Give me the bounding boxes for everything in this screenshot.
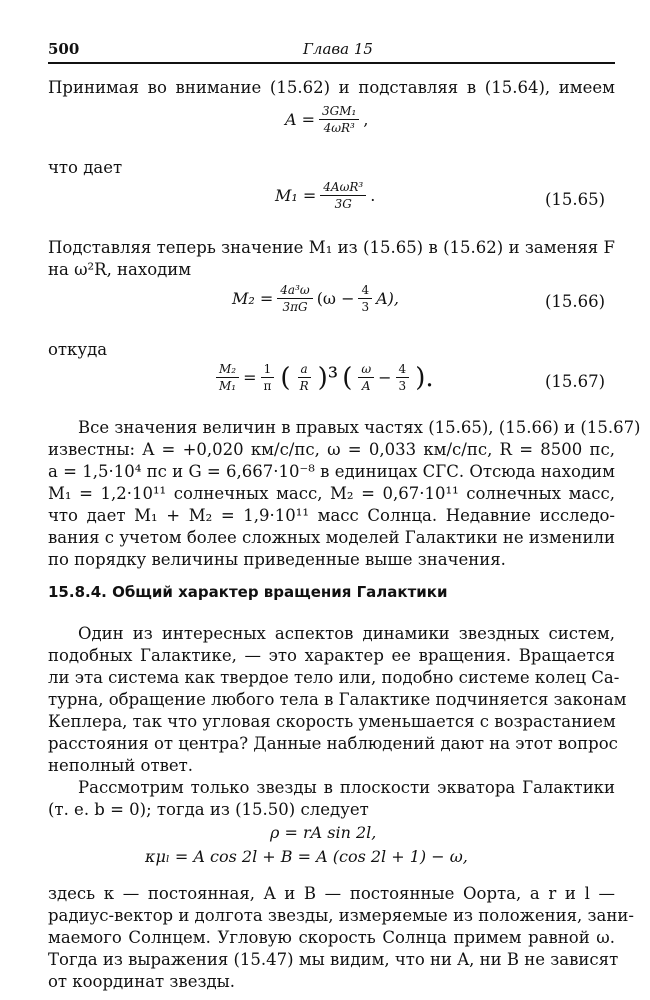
equation-A <box>285 104 368 135</box>
fraction <box>320 180 366 211</box>
paragraph-line: a = 1,5·10⁴ пс и G = 6,667·10⁻⁸ в единицах СГС. Отсюда находим <box>48 462 615 481</box>
fraction <box>358 362 374 393</box>
paragraph-line: здесь κ — постоянная, A и B — постоянные Оорта, a r и l — <box>48 884 615 903</box>
paragraph-line: Один из интересных аспектов динамики звездных систем, <box>78 624 615 643</box>
equation-number: (15.66) <box>545 292 606 311</box>
fraction <box>216 362 239 393</box>
running-title: Глава 15 <box>303 40 373 58</box>
paragraph-line: M₁ = 1,2·10¹¹ солнечных масс, M₂ = 0,67·10¹¹ солнечных масс, <box>48 484 615 503</box>
fraction-numerator: 4a³ω <box>277 283 312 299</box>
equation-lhs: M₂ = <box>232 289 274 308</box>
fraction-denominator: 3G <box>334 197 352 211</box>
paragraph-line: расстояния от центра? Данные наблюдений дают на этот вопрос <box>48 734 618 753</box>
fraction-numerator: 1 <box>261 362 275 378</box>
close-paren: ). <box>415 362 434 393</box>
paragraph-line: что дает <box>48 158 123 177</box>
paragraph-line: Принимая во внимание (15.62) и подставляя в (15.64), имеем <box>48 78 615 97</box>
paragraph-line: (т. е. b = 0); тогда из (15.50) следует <box>48 800 369 819</box>
equation-term: (ω − <box>316 289 355 308</box>
fraction <box>277 283 312 314</box>
fraction-numerator: 3GM₁ <box>319 104 359 120</box>
equation-lhs: A = <box>285 110 316 129</box>
equation-number: (15.67) <box>545 372 606 391</box>
fraction-denominator: R <box>299 379 309 393</box>
paragraph-line: откуда <box>48 340 108 359</box>
fraction-denominator: 3 <box>398 379 407 393</box>
minus-sign: − <box>378 368 392 387</box>
fraction-denominator: 3πG <box>282 300 308 314</box>
fraction-numerator: a <box>298 362 311 378</box>
equation-tail: A), <box>376 289 399 308</box>
paragraph-line: Кеплера, так что угловая скорость уменьшается с возрастанием <box>48 712 616 731</box>
equation-tail: . <box>370 186 376 205</box>
equation-number: (15.65) <box>545 190 606 209</box>
fraction-denominator: A <box>361 379 371 393</box>
paragraph-line: на ω²R, находим <box>48 260 192 279</box>
fraction-numerator: 4AωR³ <box>320 180 366 196</box>
paragraph-line: вания с учетом более сложных моделей Галактики не изменили <box>48 528 615 547</box>
equation-15-67 <box>212 362 436 393</box>
open-paren: ( <box>342 362 353 393</box>
open-paren: ( <box>280 362 291 393</box>
equation-15-65 <box>275 180 375 211</box>
fraction-numerator: 4 <box>358 283 372 299</box>
fraction-denominator: 4ωR³ <box>323 121 355 135</box>
equation-lhs: M₁ = <box>275 186 317 205</box>
equation-tail: , <box>363 110 369 129</box>
paragraph-line: неполный ответ. <box>48 756 194 775</box>
paragraph-line: ли эта система как твердое тело или, подобно системе колец Са- <box>48 668 620 687</box>
section-heading: 15.8.4. Общий характер вращения Галактики <box>48 583 448 601</box>
page-number: 500 <box>48 40 80 58</box>
equation-15-66 <box>232 283 399 314</box>
paragraph-line: радиус-вектор и долгота звезды, измеряемые из положения, зани- <box>48 906 634 925</box>
fraction <box>358 283 372 314</box>
fraction <box>396 362 410 393</box>
close-paren: )³ <box>317 362 339 393</box>
fraction <box>319 104 359 135</box>
equation-rho: ρ = rA sin 2l, <box>270 823 377 842</box>
fraction-denominator: M₁ <box>219 379 237 393</box>
fraction <box>261 362 275 393</box>
paragraph-line: турна, обращение любого тела в Галактике подчиняется законам <box>48 690 627 709</box>
equals-sign: = <box>243 368 257 387</box>
paragraph-line: Тогда из выражения (15.47) мы видим, что ни A, ни B не зависят <box>48 950 619 969</box>
page-header <box>48 40 615 62</box>
equation-kappa: κμₗ = A cos 2l + B = A (cos 2l + 1) − ω, <box>145 847 468 866</box>
paragraph-line: по порядку величины приведенные выше значения. <box>48 550 506 569</box>
paragraph-line: известны: A = +0,020 км/с/пс, ω = 0,033 км/с/пс, R = 8500 пс, <box>48 440 615 459</box>
fraction-numerator: M₂ <box>216 362 239 378</box>
paragraph-line: Рассмотрим только звезды в плоскости экватора Галактики <box>78 778 615 797</box>
fraction-denominator: π <box>263 379 272 393</box>
fraction-denominator: 3 <box>361 300 370 314</box>
fraction-numerator: 4 <box>396 362 410 378</box>
paragraph-line: Подставляя теперь значение M₁ из (15.65) в (15.62) и заменяя F <box>48 238 615 257</box>
fraction <box>297 362 312 393</box>
fraction-numerator: ω <box>358 362 374 378</box>
paragraph-line: Все значения величин в правых частях (15.65), (15.66) и (15.67) <box>78 418 641 437</box>
paragraph-line: от координат звезды. <box>48 972 236 991</box>
paragraph-line: маемого Солнцем. Угловую скорость Солнца примем равной ω. <box>48 928 615 947</box>
header-rule <box>48 62 615 64</box>
paragraph-line: что дает M₁ + M₂ = 1,9·10¹¹ масс Солнца. Недавние исследо- <box>48 506 615 525</box>
paragraph-line: подобных Галактике, — это характер ее вращения. Вращается <box>48 646 615 665</box>
